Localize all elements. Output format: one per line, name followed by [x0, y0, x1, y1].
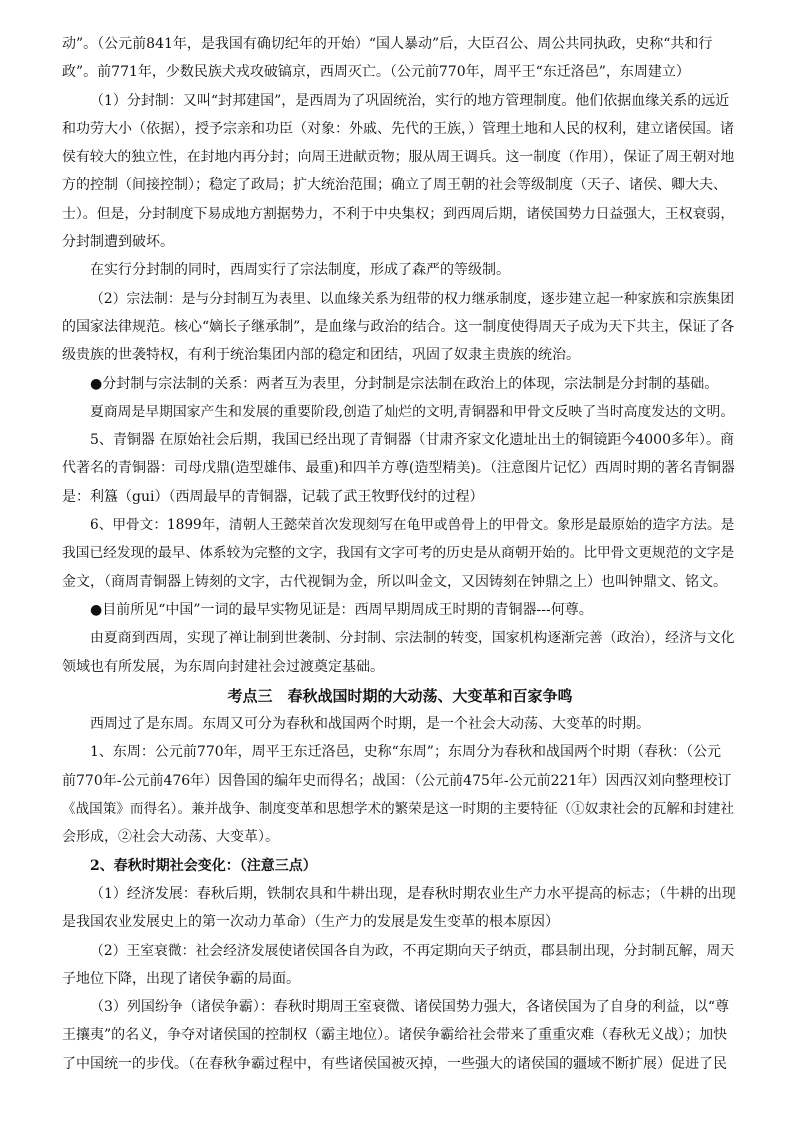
- text-line: 子地位下降，出现了诸侯争霸的局面。: [62, 970, 300, 987]
- text-line: ●目前所见“中国”一词的最早实物见证是：西周早期周成王时期的青铜器---何尊。: [90, 601, 593, 618]
- text-line: 领域也有所发展，为东周向封建社会过渡奠定基础。: [62, 658, 384, 675]
- text-line: （3）列国纷争（诸侯争霸）：春秋时期周王室衰微、诸侯国势力强大，各诸侯国为了自身的利益，以“尊: [90, 999, 730, 1016]
- section-heading: 考点三 春秋战国时期的大动荡、大变革和百家争鸣: [227, 686, 573, 705]
- text-line: （1）经济发展：春秋后期，铁制农具和牛耕出现，是春秋时期农业生产力水平提高的标志；（牛耕的出现: [90, 885, 736, 902]
- text-line: 级贵族的世袭特权，有利于统治集团内部的稳定和团结，巩固了奴隶主贵族的统治。: [62, 347, 580, 364]
- document-body: [62, 30, 738, 1078]
- text-line: 方的控制（间接控制）；稳定了政局；扩大统治范围；确立了周王朝的社会等级制度（天子、诸侯、卿大夫、: [62, 177, 727, 194]
- text-line: 分封制遭到破坏。: [62, 234, 174, 251]
- text-line: 动”。（公元前841年，是我国有确切纪年的开始）“国人暴动”后，大臣召公、周公共同执政，史称“共和行: [62, 36, 713, 52]
- text-line: 5、青铜器 在原始社会后期，我国已经出现了青铜器（甘肃齐家文化遗址出土的铜镜距今4000多年）。商: [90, 432, 734, 449]
- text-line: （2）宗法制：是与分封制互为表里、以血缘关系为纽带的权力继承制度，逐步建立起一种家族和宗族集团: [90, 290, 735, 307]
- text-line: 的国家法律规范。核心“嫡长子继承制”，是血缘与政治的结合。这一制度使得周天子成为天下共主，保证了各: [62, 318, 735, 335]
- text-line: 6、甲骨文：1899年，清朝人王懿荣首次发现刻写在龟甲或兽骨上的甲骨文。象形是最原始的造字方法。是: [90, 517, 735, 534]
- text-line: 和功劳大小（依据），授予宗亲和功臣（对象：外戚、先代的王族，）管理土地和人民的权利，建立诸侯国。诸: [62, 120, 734, 137]
- text-line: 在实行分封制的同时，西周实行了宗法制度，形成了森严的等级制。: [90, 262, 510, 279]
- text-line: （2）王室衰微：社会经济发展使诸侯国各自为政，不再定期向天子纳贡，郡县制出现，分封制瓦解，周天: [90, 942, 735, 959]
- text-line: 了中国统一的步伐。（在春秋争霸过程中，有些诸侯国被灭掉，一些强大的诸侯国的疆域不断扩展）促进了民: [62, 1055, 727, 1072]
- text-line: 会形成，②社会大动荡、大变革）。: [62, 829, 279, 846]
- text-line: （1）分封制：又叫“封邦建国”，是西周为了巩固统治，实行的地方管理制度。他们依据血缘关系的远近: [90, 92, 730, 109]
- text-line: 西周过了是东周。东周又可分为春秋和战国两个时期，是一个社会大动荡、大变革的时期。: [90, 716, 650, 733]
- text-line: 侯有较大的独立性，在封地内再分封；向周王进献贡物；服从周王调兵。这一制度（作用），保证了周王朝对地: [62, 149, 735, 166]
- text-line: 代著名的青铜器：司母戊鼎(造型雄伟、最重)和四羊方尊(造型精美)。（注意图片记忆）西周时期的著名青铜器: [62, 460, 735, 477]
- text-line: ●分封制与宗法制的关系：两者互为表里，分封制是宗法制在政治上的体现，宗法制是分封制的基础。: [90, 375, 719, 392]
- text-line: 1、东周：公元前770年，周平王东迁洛邑，史称“东周”；东周分为春秋和战国两个时期（春秋：（公元: [90, 744, 721, 761]
- text-line: 政”。前771年，少数民族犬戎攻破镐京，西周灭亡。（公元前770年，周平王“东迁洛邑”，东周建立）: [62, 64, 690, 81]
- text-line: 由夏商到西周，实现了禅让制到世袭制、分封制、宗法制的转变，国家机构逐渐完善（政治），经济与文化: [90, 630, 735, 647]
- text-line: 士）。但是，分封制度下易成地方割据势力，不利于中央集权；到西周后期，诸侯国势力日益强大，王权衰弱，: [62, 205, 735, 222]
- text-line: 是我国农业发展史上的第一次动力革命）（生产力的发展是发生变革的根本原因）: [62, 914, 559, 931]
- text-line: 前770年-公元前476年）因鲁国的编年史而得名；战国：（公元前475年-公元前221年）因西汉刘向整理校订: [62, 772, 732, 789]
- text-line: 《战国策》而得名）。兼并战争、制度变革和思想学术的繁荣是这一时期的主要特征（①奴隶社会的瓦解和封建社: [62, 801, 735, 818]
- text-line: 金文，（商周青铜器上铸刻的文字，古代视铜为金，所以叫金文，又因铸刻在钟鼎之上）也叫钟鼎文、铭文。: [62, 573, 727, 590]
- text-line: 夏商周是早期国家产生和发展的重要阶段,创造了灿烂的文明,青铜器和甲骨文反映了当时高度发达的文明。: [90, 403, 735, 420]
- text-line: 是：利簋（gui）（西周最早的青铜器，记载了武王牧野伐纣的过程）: [62, 488, 484, 505]
- text-line: 2、春秋时期社会变化：（注意三点）: [90, 857, 317, 874]
- text-line: 王攘夷”的名义，争夺对诸侯国的控制权（霸主地位）。诸侯争霸给社会带来了重重灾难（春秋无义战）；加快: [62, 1027, 728, 1044]
- text-line: 我国已经发现的最早、体系较为完整的文字，我国有文字可考的历史是从商朝开始的。比甲骨文更规范的文字是: [62, 545, 735, 562]
